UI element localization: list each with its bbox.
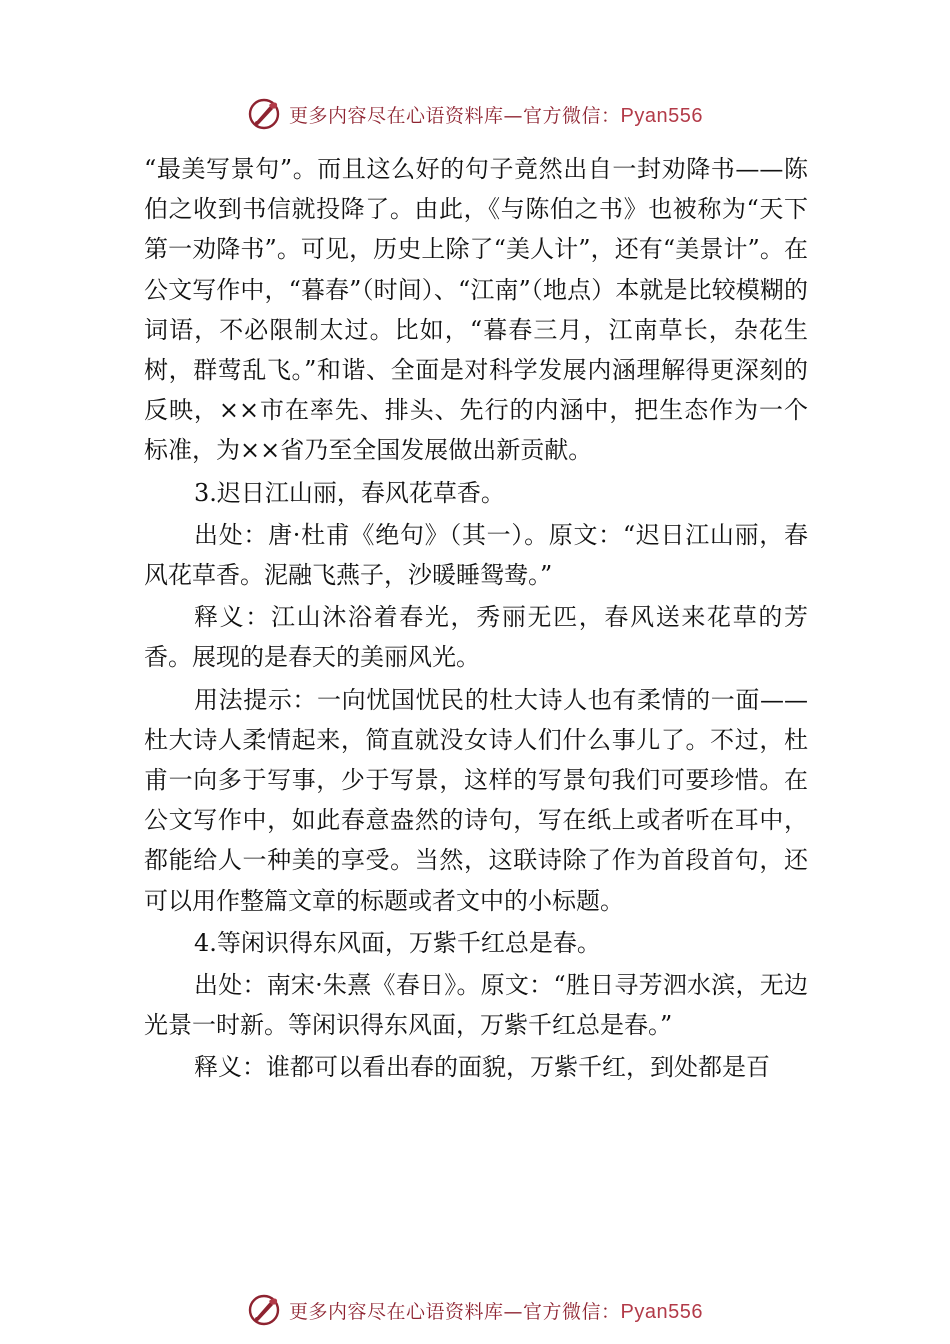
footer-banner-text: 更多内容尽在心语资料库—官方微信：: [289, 1300, 621, 1323]
quill-logo-icon: [247, 97, 281, 131]
paragraph-meaning-4: 释义：谁都可以看出春的面貌，万紫千红，到处都是百: [194, 1053, 770, 1082]
document-body: [144, 149, 808, 1088]
page-header: [0, 94, 950, 134]
paragraph-continued: “最美写景句”。而且这么好的句子竟然出自一封劝降书——陈伯之收到书信就投降了。由此，《与陈伯之书》也被称为“天下第一劝降书”。可见，历史上除了“美人计”，还有“美景计”。在公文写作中，“暮春”（时间）、“江南”（地点）本就是比较模糊的词语，不必限制太过。比如，“暮春三月，江南草长，杂花生树，群莺乱飞。”和谐、全面是对科学发展内涵理解得更深刻的反映，××市在率先、排头、先行的内涵中，把生态作为一个标准，为××省乃至全国发展做出新贡献。: [144, 155, 808, 465]
header-banner-text: 更多内容尽在心语资料库—官方微信：: [289, 104, 621, 127]
header-banner: [289, 101, 703, 128]
footer-wechat-id: Pyan556: [620, 1300, 703, 1323]
quill-logo-icon: [247, 1293, 281, 1327]
paragraph-meaning-3: 释义：江山沐浴着春光，秀丽无匹，春风送来花草的芳香。展现的是春天的美丽风光。: [144, 603, 808, 672]
page-footer: [0, 1290, 950, 1330]
paragraph-usage-3: 用法提示：一向忧国忧民的杜大诗人也有柔情的一面——杜大诗人柔情起来，简直就没女诗人们什么事儿了。不过，杜甫一向多于写事，少于写景，这样的写景句我们可要珍惜。在公文写作中，如此春意盎然的诗句，写在纸上或者听在耳中，都能给人一种美的享受。当然，这联诗除了作为首段首句，还可以用作整篇文章的标题或者文中的小标题。: [144, 685, 808, 915]
paragraph-source-3: 出处：唐·杜甫《绝句》（其一）。原文：“迟日江山丽，春风花草香。泥融飞燕子，沙暖睡鸳鸯。”: [144, 520, 808, 590]
header-wechat-id: Pyan556: [620, 104, 703, 127]
heading-item-3: 3.迟日江山丽，春风花草香。: [194, 478, 505, 507]
footer-banner: [289, 1297, 703, 1324]
heading-item-4: 4.等闲识得东风面，万紫千红总是春。: [194, 928, 601, 957]
paragraph-source-4: 出处：南宋·朱熹《春日》。原文：“胜日寻芳泗水滨，无边光景一时新。等闲识得东风面，万紫千红总是春。”: [144, 971, 808, 1040]
